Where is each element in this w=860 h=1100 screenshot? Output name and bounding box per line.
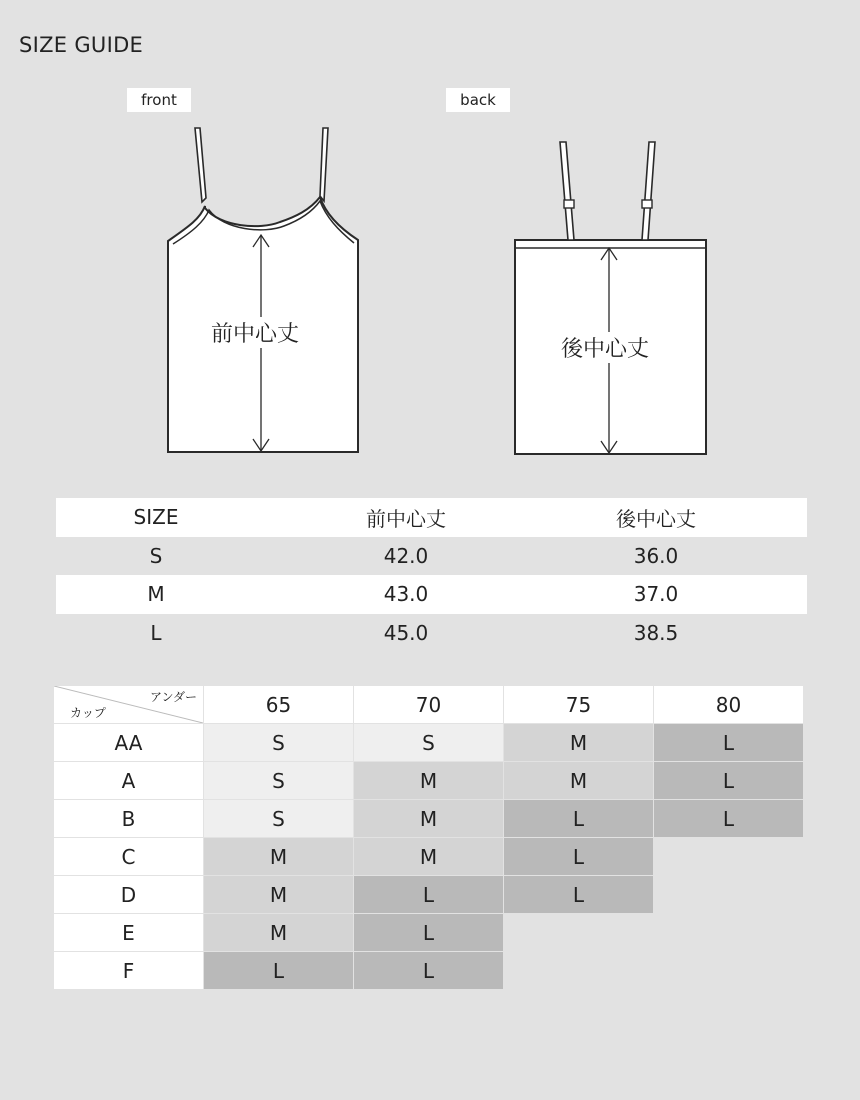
size-cell: L <box>654 724 803 761</box>
front-length-cell: 45.0 <box>383 620 429 645</box>
header-size: SIZE <box>133 505 179 530</box>
back-length-cell: 38.5 <box>633 620 679 645</box>
cup-row-aa <box>54 724 804 761</box>
front-garment-diagram <box>160 122 370 462</box>
empty-cell <box>654 876 803 913</box>
size-cell: L <box>504 800 653 837</box>
size-cell: S <box>354 724 503 761</box>
front-length-cell: 42.0 <box>383 543 429 568</box>
cup-label: A <box>54 762 203 799</box>
size-cell: M <box>504 724 653 761</box>
cup-label: B <box>54 800 203 837</box>
cup-row-d <box>54 876 804 913</box>
size-cell: L <box>504 838 653 875</box>
size-cell: L <box>204 952 353 989</box>
cup-row-c <box>54 838 804 875</box>
empty-cell <box>504 914 653 951</box>
cup-heading: カップ <box>70 706 106 720</box>
cup-row-e <box>54 914 804 951</box>
cup-header-row <box>54 686 804 723</box>
size-cell: M <box>354 838 503 875</box>
front-length-label: 前中心丈 <box>208 317 302 348</box>
cup-row-b <box>54 800 804 837</box>
back-length-cell: 36.0 <box>633 543 679 568</box>
size-cell: S <box>149 543 163 568</box>
header-front-length: 前中心丈 <box>366 506 446 531</box>
back-garment-diagram <box>508 136 713 462</box>
empty-cell <box>654 952 803 989</box>
size-cell: L <box>654 800 803 837</box>
cup-row-f <box>54 952 804 989</box>
front-view-label: front <box>127 88 191 112</box>
page-title: SIZE GUIDE <box>19 33 144 57</box>
underbust-col-80: 80 <box>654 686 803 723</box>
measurement-header-row <box>56 498 807 537</box>
size-cell: S <box>204 800 353 837</box>
cup-label: AA <box>54 724 203 761</box>
size-cell: L <box>354 914 503 951</box>
empty-cell <box>654 838 803 875</box>
size-cell: M <box>504 762 653 799</box>
size-cell: M <box>354 800 503 837</box>
size-cell: L <box>354 876 503 913</box>
measurement-row-l <box>56 614 807 653</box>
size-cell: L <box>354 952 503 989</box>
cup-label: F <box>54 952 203 989</box>
size-cell: M <box>354 762 503 799</box>
size-cell: L <box>654 762 803 799</box>
cup-label: E <box>54 914 203 951</box>
front-camisole-outline <box>160 122 370 462</box>
underbust-col-75: 75 <box>504 686 653 723</box>
size-cell: M <box>204 876 353 913</box>
measurement-row-m <box>56 575 807 614</box>
measurement-table <box>56 498 807 652</box>
size-cell: M <box>204 914 353 951</box>
cup-label: C <box>54 838 203 875</box>
header-back-length: 後中心丈 <box>616 506 696 531</box>
size-cell: M <box>147 582 165 607</box>
underbust-col-65: 65 <box>204 686 353 723</box>
back-camisole-outline <box>508 136 713 462</box>
cup-row-a <box>54 762 804 799</box>
size-cell: M <box>204 838 353 875</box>
back-view-label: back <box>446 88 510 112</box>
size-cell: S <box>204 724 353 761</box>
cup-label: D <box>54 876 203 913</box>
empty-cell <box>654 914 803 951</box>
empty-cell <box>504 952 653 989</box>
underbust-col-70: 70 <box>354 686 503 723</box>
back-length-label: 後中心丈 <box>558 332 652 363</box>
size-cell: S <box>204 762 353 799</box>
underbust-heading: アンダー <box>149 690 197 704</box>
table-corner-cell <box>54 686 203 723</box>
size-cell: L <box>150 620 162 645</box>
front-length-cell: 43.0 <box>383 582 429 607</box>
back-length-cell: 37.0 <box>633 582 679 607</box>
measurement-row-s <box>56 537 807 576</box>
cup-size-table <box>54 686 804 990</box>
size-cell: L <box>504 876 653 913</box>
